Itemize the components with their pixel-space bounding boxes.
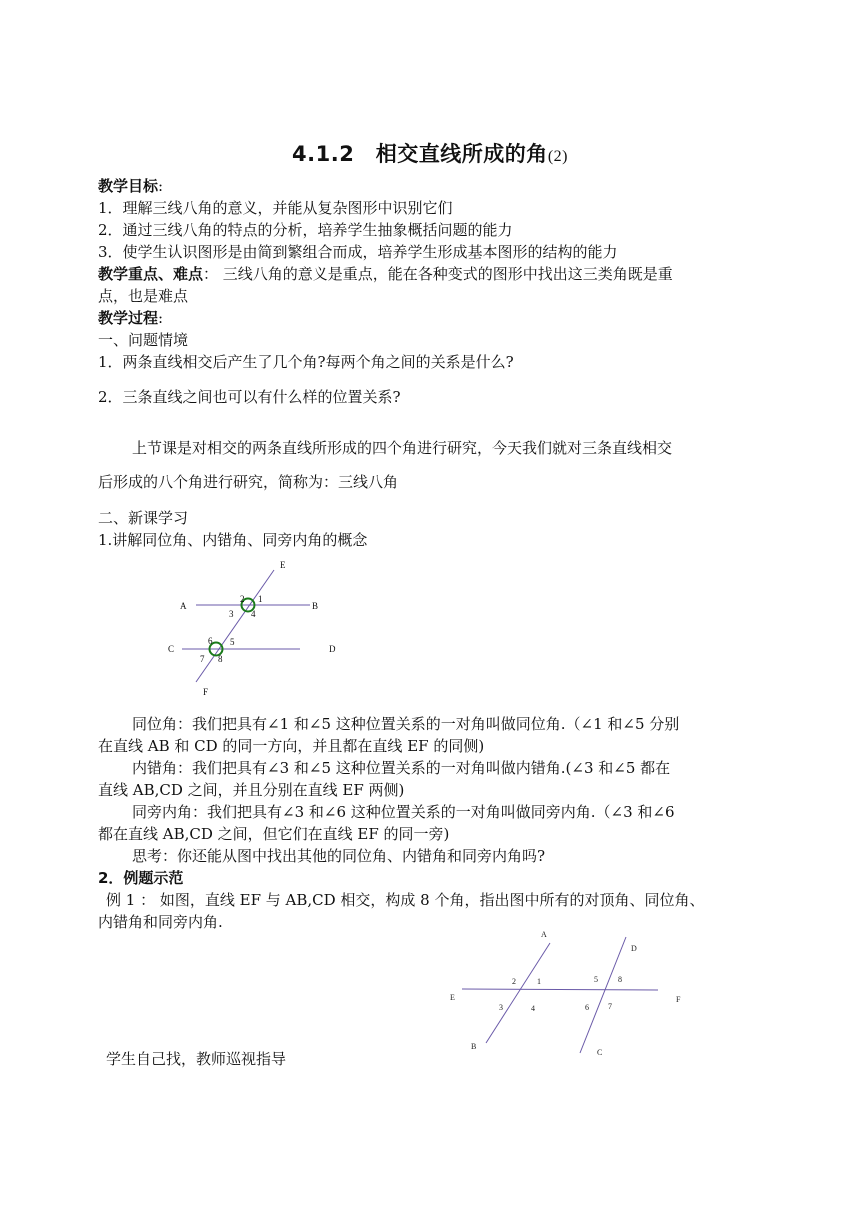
example-1-continued: 内错角和同旁内角. [98,913,223,931]
angle-label-4: 4 [531,1004,535,1013]
title-suffix: (2) [547,148,568,165]
section1-heading: 一、问题情境 [98,331,189,349]
corresponding-angles-definition: 同位角：我们把具有∠1 和∠5 这种位置关系的一对角叫做同位角.（∠1 和∠5 分别 [132,715,680,733]
process-heading [98,307,766,329]
angle-label-2: 2 [512,977,516,986]
think-question: 思考：你还能从图中找出其他的同位角、内错角和同旁内角吗? [132,847,546,865]
title-text: 4.1.2 相交直线所成的角 [292,142,548,166]
label-f: F [676,995,681,1004]
objectives-heading [98,175,766,197]
process-colon: : [158,309,164,327]
label-d: D [329,644,336,654]
three-lines-figure [160,558,360,700]
key-points [98,263,766,285]
objectives-label: 教学目标 [98,177,159,195]
subsection-2-heading: 2．例题示范 [98,869,184,887]
objectives-colon: : [158,177,164,195]
interior-angles-definition: 同旁内角：我们把具有∠3 和∠6 这种位置关系的一对角叫做同旁内角.（∠3 和∠6 [132,803,675,821]
label-a: A [541,930,547,939]
angle-label-7: 7 [608,1002,612,1011]
subsection-1-heading: 1.讲解同位角、内错角、同旁内角的概念 [98,531,368,549]
angle-label-3: 3 [499,1003,503,1012]
angle-label-4: 4 [251,609,256,619]
angle-label-6: 6 [585,1003,589,1012]
label-b: B [312,601,319,611]
question-2: 2．三条直线之间也可以有什么样的位置关系? [98,388,401,406]
page-title [0,138,860,168]
angle-label-2: 2 [240,594,245,604]
angle-label-1: 1 [537,977,541,986]
process-label: 教学过程 [98,309,159,327]
key-points-text: ： 三线八角的意义是重点，能在各种变式的图形中找出这三类角既是重 [203,265,673,283]
line-ab [486,943,550,1043]
example-1: 例 1 ： 如图，直线 EF 与 AB,CD 相交，构成 8 个角，指出图中所有的对顶角、同位角、 [106,891,705,909]
label-a: A [180,601,187,611]
angle-label-6: 6 [208,636,213,646]
label-c: C [597,1048,603,1057]
angle-label-7: 7 [200,654,205,664]
example-figure [440,925,700,1060]
section2-heading: 二、新课学习 [98,509,189,527]
line-ef [462,989,658,990]
angle-label-5: 5 [594,975,598,984]
key-points-label: 教学重点、难点 [98,265,204,283]
angle-label-1: 1 [258,594,263,604]
student-activity: 学生自己找，教师巡视指导 [106,1050,287,1068]
label-e: E [450,993,455,1002]
angle-label-8: 8 [618,975,622,984]
objective-item: 3．使学生认识图形是由简到繁组合而成，培养学生形成基本图形的结构的能力 [98,243,618,261]
line-ef [196,570,274,682]
label-e: E [280,560,286,570]
label-b: B [471,1042,477,1051]
line-cd [580,937,626,1053]
intro-paragraph-continued: 后形成的八个角进行研究，简称为：三线八角 [98,473,399,491]
label-c: C [168,644,175,654]
angle-label-5: 5 [230,637,235,647]
corresponding-angles-continued: 在直线 AB 和 CD 的同一方向，并且都在直线 EF 的同侧) [98,737,485,755]
key-points-continued: 点，也是难点 [98,287,189,305]
interior-angles-continued: 都在直线 AB,CD 之间，但它们在直线 EF 的同一旁) [98,825,450,843]
alternate-angles-continued: 直线 AB,CD 之间，并且分别在直线 EF 两侧) [98,781,405,799]
alternate-angles-definition: 内错角：我们把具有∠3 和∠5 这种位置关系的一对角叫做内错角.(∠3 和∠5 都在 [132,759,671,777]
question-1: 1．两条直线相交后产生了几个角?每两个角之间的关系是什么? [98,353,514,371]
label-d: D [631,944,637,953]
label-f: F [203,687,209,697]
angle-label-3: 3 [229,609,234,619]
angle-label-8: 8 [218,654,223,664]
objective-item: 1．理解三线八角的意义，并能从复杂图形中识别它们 [98,199,453,217]
objective-item: 2．通过三线八角的特点的分析，培养学生抽象概括问题的能力 [98,221,513,239]
intro-paragraph: 上节课是对相交的两条直线所形成的四个角进行研究，今天我们就对三条直线相交 [132,439,673,457]
